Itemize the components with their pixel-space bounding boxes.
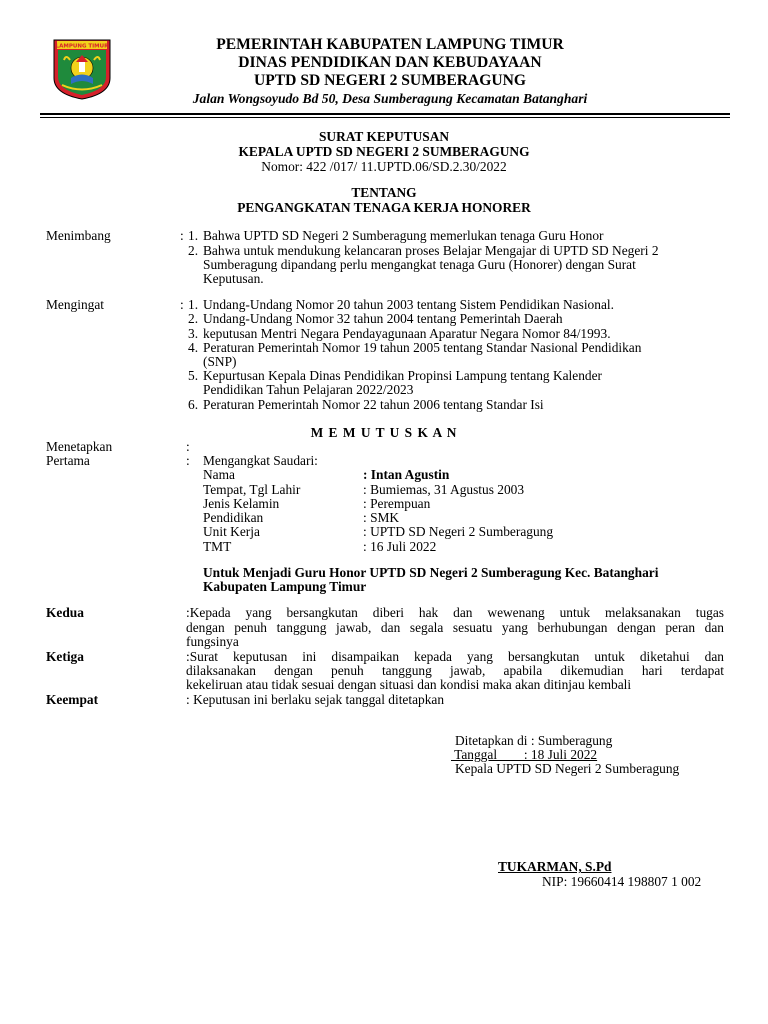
menimbang-item-1: Bahwa UPTD SD Negeri 2 Sumberagung memerlukan tenaga Guru Honor	[203, 228, 604, 243]
field-key-tmt: TMT	[203, 539, 232, 554]
letterhead-rule	[40, 113, 730, 115]
field-value-name: : Intan Agustin	[363, 467, 450, 482]
letterhead-office: DINAS PENDIDIKAN DAN KEBUDAYAAN	[238, 54, 542, 71]
signature-place: Ditetapkan di : Sumberagung	[455, 733, 613, 748]
keempat-text: : Keputusan ini berlaku sejak tanggal ditetapkan	[186, 692, 445, 707]
mengingat-num-5: 5.	[188, 368, 199, 383]
signatory-name: TUKARMAN, S.Pd	[498, 859, 612, 874]
field-value-unit: : UPTD SD Negeri 2 Sumberagung	[363, 524, 554, 539]
kedua-line-2: dengan penuh tanggung jawab, dan segala sesuatu yang berhubungan dengan peran dan	[186, 620, 724, 635]
mengingat-item-4-line-2: (SNP)	[203, 354, 237, 369]
section-label-menetapkan: Menetapkan	[46, 439, 113, 454]
letterhead-address: Jalan Wongsoyudo Bd 50, Desa Sumberagung Kecamatan Batanghari	[192, 91, 588, 106]
field-value-birth: : Bumiemas, 31 Agustus 2003	[363, 482, 525, 497]
mengingat-item-1: Undang-Undang Nomor 20 tahun 2003 tentang Sistem Pendidikan Nasional.	[203, 297, 614, 312]
menimbang-item-2-line-1: Bahwa untuk mendukung kelancaran proses Belajar Mengajar di UPTD SD Negeri 2	[203, 243, 659, 258]
signatory-nip: NIP: 19660414 198807 1 002	[542, 874, 702, 889]
field-key-gender: Jenis Kelamin	[203, 496, 280, 511]
mengingat-item-2: Undang-Undang Nomor 32 tahun 2004 tentang Pemerintah Daerah	[203, 311, 563, 326]
menimbang-num-1: 1.	[188, 228, 199, 243]
mengingat-num-2: 2.	[188, 311, 199, 326]
about-label: TENTANG	[351, 185, 417, 200]
memutuskan-heading: M E M U T U S K A N	[310, 425, 458, 440]
field-value-gender: : Perempuan	[363, 496, 431, 511]
decree-number: Nomor: 422 /017/ 11.UPTD.06/SD.2.30/2022	[261, 159, 507, 174]
field-key-name: Nama	[203, 467, 235, 482]
section-colon: :	[180, 228, 184, 243]
mengingat-item-5-line-1: Kepurtusan Kepala Dinas Pendidikan Propinsi Lampung tentang Kalender	[203, 368, 603, 383]
menimbang-item-2-line-3: Keputusan.	[203, 271, 264, 286]
appointment-statement-line-2: Kabupaten Lampung Timur	[203, 579, 367, 594]
mengingat-num-1: 1.	[188, 297, 199, 312]
section-label-mengingat: Mengingat	[46, 297, 105, 312]
appointment-statement-line-1: Untuk Menjadi Guru Honor UPTD SD Negeri 2 Sumberagung Kec. Batanghari	[203, 565, 659, 580]
section-label-ketiga: Ketiga	[46, 649, 84, 664]
section-colon: :	[186, 453, 190, 468]
section-colon: :	[186, 439, 190, 454]
section-label-pertama: Pertama	[46, 453, 90, 468]
ketiga-line-1: :Surat keputusan ini disampaikan kepada yang bersangkutan untuk diketahui dan	[186, 649, 724, 664]
mengingat-num-6: 6.	[188, 397, 199, 412]
letterhead-government: PEMERINTAH KABUPATEN LAMPUNG TIMUR	[216, 36, 564, 53]
ketiga-line-3: kekeliruan atau tidak sesuai dengan situasi dan kondisi maka akan ditinjau kembali	[186, 677, 632, 692]
field-key-unit: Unit Kerja	[203, 524, 260, 539]
field-key-birth: Tempat, Tgl Lahir	[203, 482, 301, 497]
decree-title: SURAT KEPUTUSAN	[318, 129, 450, 144]
section-label-keempat: Keempat	[46, 692, 99, 707]
mengingat-item-5-line-2: Pendidikan Tahun Pelajaran 2022/2023	[203, 382, 414, 397]
signature-date: Tanggal : 18 Juli 2022	[451, 747, 598, 762]
menimbang-num-2: 2.	[188, 243, 199, 258]
mengingat-num-3: 3.	[188, 326, 199, 341]
regency-logo	[52, 38, 112, 100]
letterhead-school: UPTD SD NEGERI 2 SUMBERAGUNG	[253, 72, 527, 89]
mengingat-num-4: 4.	[188, 340, 199, 355]
kedua-line-1: :Kepada yang bersangkutan diberi hak dan wewenang untuk melaksanakan tugas	[186, 605, 724, 620]
mengingat-item-6: Peraturan Pemerintah Nomor 22 tahun 2006 tentang Standar Isi	[203, 397, 544, 412]
about-subject: PENGANGKATAN TENAGA KERJA HONORER	[237, 200, 531, 215]
signature-position: Kepala UPTD SD Negeri 2 Sumberagung	[455, 761, 680, 776]
field-value-education: : SMK	[363, 510, 400, 525]
field-key-education: Pendidikan	[203, 510, 264, 525]
kedua-line-3: fungsinya	[186, 634, 239, 649]
ketiga-line-2: dilaksanakan dengan penuh tanggung jawab, apabila dikemudian hari terdapat	[186, 663, 724, 678]
section-label-menimbang: Menimbang	[46, 228, 111, 243]
mengingat-item-4-line-1: Peraturan Pemerintah Nomor 19 tahun 2005 tentang Standar Nasional Pendidikan	[203, 340, 642, 355]
decree-issuer: KEPALA UPTD SD NEGERI 2 SUMBERAGUNG	[238, 144, 530, 159]
appointment-intro: Mengangkat Saudari:	[203, 453, 318, 468]
section-colon: :	[180, 297, 184, 312]
menimbang-item-2-line-2: Sumberagung dipandang perlu mengangkat tenaga Guru (Honorer) dengan Surat	[203, 257, 636, 272]
letterhead-rule-thin	[40, 117, 730, 118]
mengingat-item-3: keputusan Mentri Negara Pendayagunaan Aparatur Negara Nomor 84/1993.	[203, 326, 611, 341]
logo-text: LAMPUNG TIMUR	[55, 43, 109, 50]
section-label-kedua: Kedua	[46, 605, 84, 620]
field-value-tmt: : 16 Juli 2022	[363, 539, 437, 554]
